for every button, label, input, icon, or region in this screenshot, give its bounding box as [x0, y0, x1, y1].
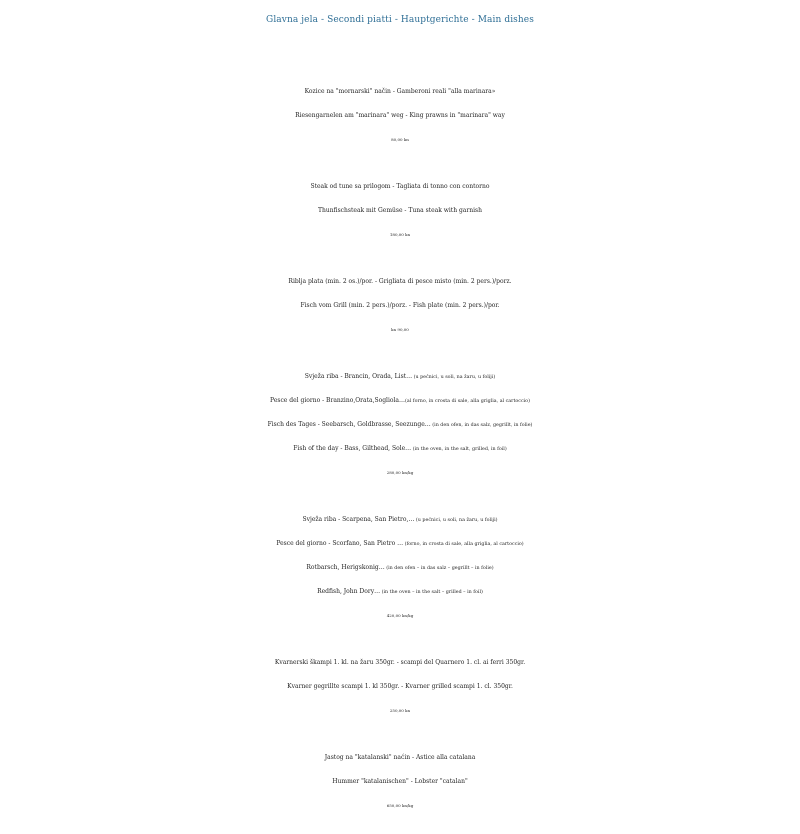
dish-note: (u pećnici, u soli, na žaru, u foliji) — [412, 375, 496, 380]
dish-note: (in den ofen, in das salz, gegrillt, in folie) — [430, 423, 533, 428]
dish-line — [0, 580, 800, 604]
dish-line — [0, 770, 800, 794]
dish-tuna-steak — [0, 175, 800, 247]
dish-price: 280,00 kn/kg — [386, 470, 414, 475]
dish-note: (in den ofen – in das salz – gegrillt – in folie) — [384, 566, 494, 571]
dish-price: kn 90,00 — [391, 327, 409, 332]
dish-line — [0, 389, 800, 413]
dish-line — [0, 675, 800, 699]
dish-name: Fisch vom Grill (min. 2 pers.)/porz. - Fish plate (min. 2 pers.)/por. — [300, 302, 500, 309]
dish-name: Fish of the day - Bass, Gilthead, Sole… — [293, 445, 412, 452]
dish-note: (al forno, in crosta di sale, alla griglia, al cartoccio) — [405, 399, 530, 404]
dish-price: 420,00 kn/kg — [386, 613, 414, 618]
dish-name: Hummer "katalanischen" - Lobster "catalan" — [332, 778, 468, 785]
dish-fresh-fish-redfish — [0, 508, 800, 628]
dish-line — [0, 651, 800, 675]
dish-fresh-fish-bass — [0, 365, 800, 485]
dish-line — [0, 199, 800, 223]
dish-name: Svježa riba - Scarpena, San Pietro,… — [302, 516, 415, 523]
dish-name: Pesce del giorno - Branzino,Orata,Sogliola… — [270, 397, 405, 404]
dish-price: 650,00 kn/kg — [386, 803, 414, 808]
dish-note: (u pećnici, u soli, na žaru, u foliji) — [414, 518, 498, 523]
page-title: Glavna jela - Secondi piatti - Hauptgerichte - Main dishes — [266, 15, 534, 25]
dish-line — [0, 80, 800, 104]
dish-line — [0, 413, 800, 437]
dish-price: 250,00 kn — [389, 708, 411, 713]
dish-line — [0, 532, 800, 556]
dish-fish-plate — [0, 270, 800, 342]
dish-line — [0, 746, 800, 770]
dish-line — [0, 437, 800, 461]
dish-name: Svježa riba - Brancin, Orada, List… — [304, 373, 413, 380]
dish-name: Kvarnerski škampi 1. kl. na žaru 350gr. - scampi del Quarnero 1. cl. ai ferri 350gr. — [274, 659, 526, 666]
dish-name: Jastog na "katalanski" naćin - Astice alla catalana — [324, 754, 476, 761]
dish-note: (in the oven – in the salt – grilled – in foil) — [380, 590, 483, 595]
dish-line — [0, 508, 800, 532]
dish-kvarner-scampi — [0, 651, 800, 723]
dish-name: Rotbarsch, Herigskonig… — [306, 564, 385, 571]
dish-name: Fisch des Tages - Seebarsch, Goldbrasse, Seezunge… — [267, 421, 431, 428]
dish-name: Steak od tune sa prilogom - Tagliata di tonno con contorno — [310, 183, 490, 190]
dish-line — [0, 365, 800, 389]
dish-name: Redfish, John Dory… — [317, 588, 381, 595]
dish-name: Kozice na "mornarski" način - Gamberoni reali "alla marinara» — [304, 88, 496, 95]
dish-king-prawns — [0, 80, 800, 152]
dish-name: Riblja plata (min. 2 os.)/por. - Grigliata di pesce misto (min. 2 pers.)/porz. — [288, 278, 512, 285]
dish-line — [0, 175, 800, 199]
dish-name: Thunfischsteak mit Gemüse - Tuna steak with garnish — [318, 207, 482, 214]
dish-line — [0, 270, 800, 294]
dish-name: Riesengarnelen am "marinara" weg - King prawns in "marinara" way — [295, 112, 505, 119]
dish-line — [0, 294, 800, 318]
dish-line — [0, 556, 800, 580]
dish-note: (in the oven, in the salt, grilled, in foil) — [411, 447, 507, 452]
dish-name: Pesce del giorno - Scorfano, San Pietro … — [276, 540, 404, 547]
dish-price: 80,00 kn — [391, 137, 409, 142]
dish-line — [0, 104, 800, 128]
dish-lobster-catalan — [0, 746, 800, 818]
dish-list — [0, 80, 800, 818]
dish-price: 180,00 kn — [389, 232, 411, 237]
dish-note: (forno, in crosta di sale, alla griglia, al cartoccio) — [403, 542, 524, 547]
dish-name: Kvarner gegrillte scampi 1. kl 350gr. - Kvarner grilled scampi 1. cl. 350gr. — [287, 683, 513, 690]
